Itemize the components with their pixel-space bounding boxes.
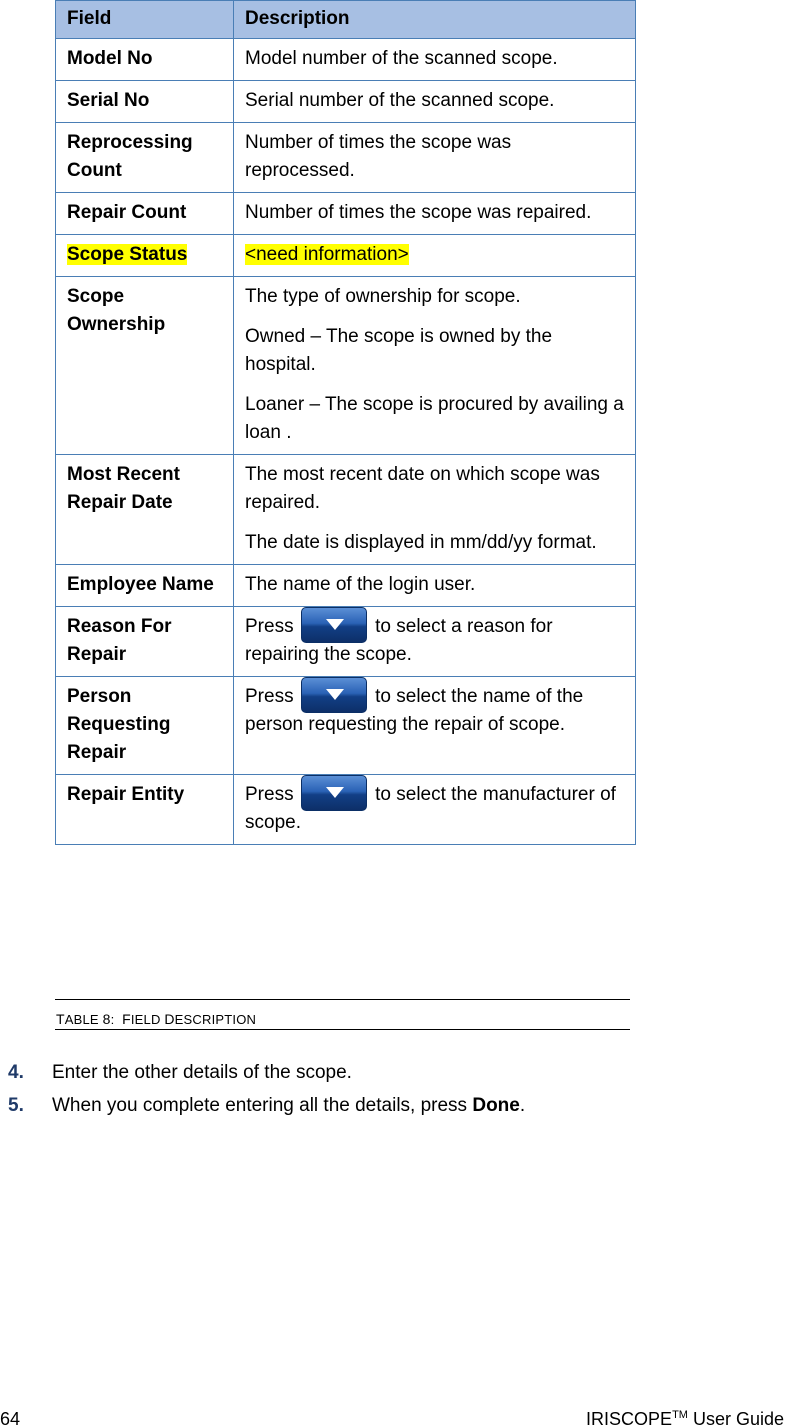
field-name: Serial No xyxy=(67,90,150,111)
field-name-cell xyxy=(56,455,234,565)
field-description-cell xyxy=(234,607,636,677)
dropdown-arrow-button-icon xyxy=(301,607,367,643)
caption-text: FIELD DESCRIPTION xyxy=(122,1011,257,1027)
step-item xyxy=(8,1094,748,1127)
field-description-cell xyxy=(234,123,636,193)
step-text-before: When you complete entering all the details, press xyxy=(52,1095,473,1116)
description-text: Number of times the scope was reprocessed. xyxy=(245,132,512,181)
field-name: Person Requesting Repair xyxy=(67,686,171,763)
table-row xyxy=(56,565,636,607)
dropdown-arrow-button-icon xyxy=(301,775,367,811)
description-text: <need information> xyxy=(245,244,409,265)
field-name: Scope Status xyxy=(67,244,188,265)
footer-product: IRISCOPE xyxy=(586,1409,673,1427)
field-name: Employee Name xyxy=(67,574,214,595)
description-text: Serial number of the scanned scope. xyxy=(245,90,555,111)
description-text: The name of the login user. xyxy=(245,574,476,595)
field-description-table xyxy=(55,0,636,845)
footer-trademark: TM xyxy=(672,1409,688,1421)
step-text-after: . xyxy=(519,1095,526,1116)
field-name-cell xyxy=(56,277,234,455)
field-name-cell xyxy=(56,39,234,81)
field-name-cell xyxy=(56,235,234,277)
footer-guide: User Guide xyxy=(687,1409,784,1427)
field-description-cell xyxy=(234,677,636,775)
field-name-cell xyxy=(56,81,234,123)
description-text: Number of times the scope was repaired. xyxy=(245,202,592,223)
press-after-text: to select a reason for repairing the scope. xyxy=(245,616,553,665)
description-text: The type of ownership for scope. xyxy=(245,286,521,307)
description-text: The date is displayed in mm/dd/yy format. xyxy=(245,532,597,553)
field-name-cell xyxy=(56,565,234,607)
caption-label: TABLE 8 xyxy=(56,1011,111,1027)
footer-title xyxy=(586,1409,784,1427)
step-text xyxy=(52,1094,525,1127)
description-text: Model number of the scanned scope. xyxy=(245,48,558,69)
field-name: Repair Count xyxy=(67,202,187,223)
caption-separator: : xyxy=(110,1012,115,1027)
field-name: Repair Entity xyxy=(67,784,185,805)
step-text: Enter the other details of the scope. xyxy=(52,1062,352,1083)
table-header-row xyxy=(56,1,636,39)
field-description-cell xyxy=(234,277,636,455)
field-description-cell xyxy=(234,775,636,845)
field-name: Model No xyxy=(67,48,153,69)
table-row xyxy=(56,193,636,235)
field-name-cell xyxy=(56,677,234,775)
field-name-cell xyxy=(56,123,234,193)
table-row xyxy=(56,235,636,277)
field-description-cell xyxy=(234,235,636,277)
table-row xyxy=(56,455,636,565)
field-name-cell xyxy=(56,775,234,845)
field-description-cell xyxy=(234,193,636,235)
step-number: 5. xyxy=(8,1095,24,1116)
field-name-cell xyxy=(56,193,234,235)
table-row xyxy=(56,677,636,775)
table-row xyxy=(56,277,636,455)
table-row xyxy=(56,81,636,123)
field-description-cell xyxy=(234,81,636,123)
table-row xyxy=(56,607,636,677)
step-number: 4. xyxy=(8,1062,24,1083)
field-name-cell xyxy=(56,607,234,677)
table-caption xyxy=(55,999,630,1030)
field-name: Scope Ownership xyxy=(67,286,166,335)
field-description-cell xyxy=(234,39,636,81)
press-text: Press xyxy=(245,784,294,805)
step-list xyxy=(8,1061,748,1127)
press-after-text: to select the name of the person requesting the repair of scope. xyxy=(245,686,584,735)
table-row xyxy=(56,775,636,845)
table-row xyxy=(56,39,636,81)
page-number: 64 xyxy=(0,1409,21,1427)
done-keyword: Done xyxy=(472,1095,520,1116)
field-name: Reprocessing Count xyxy=(67,132,193,181)
description-text: Loaner – The scope is procured by availing a loan . xyxy=(245,394,624,443)
description-text: The most recent date on which scope was repaired. xyxy=(245,464,600,513)
field-description-cell xyxy=(234,455,636,565)
header-description: Description xyxy=(234,1,636,39)
table-row xyxy=(56,123,636,193)
field-description-cell xyxy=(234,565,636,607)
description-text: Owned – The scope is owned by the hospital. xyxy=(245,326,553,375)
field-name: Reason For Repair xyxy=(67,616,172,665)
step-item xyxy=(8,1061,748,1094)
press-text: Press xyxy=(245,616,294,637)
press-after-text: to select the manufacturer of scope. xyxy=(245,784,616,833)
field-name: Most Recent Repair Date xyxy=(67,464,180,513)
press-text: Press xyxy=(245,686,294,707)
header-field: Field xyxy=(56,1,234,39)
dropdown-arrow-button-icon xyxy=(301,677,367,713)
